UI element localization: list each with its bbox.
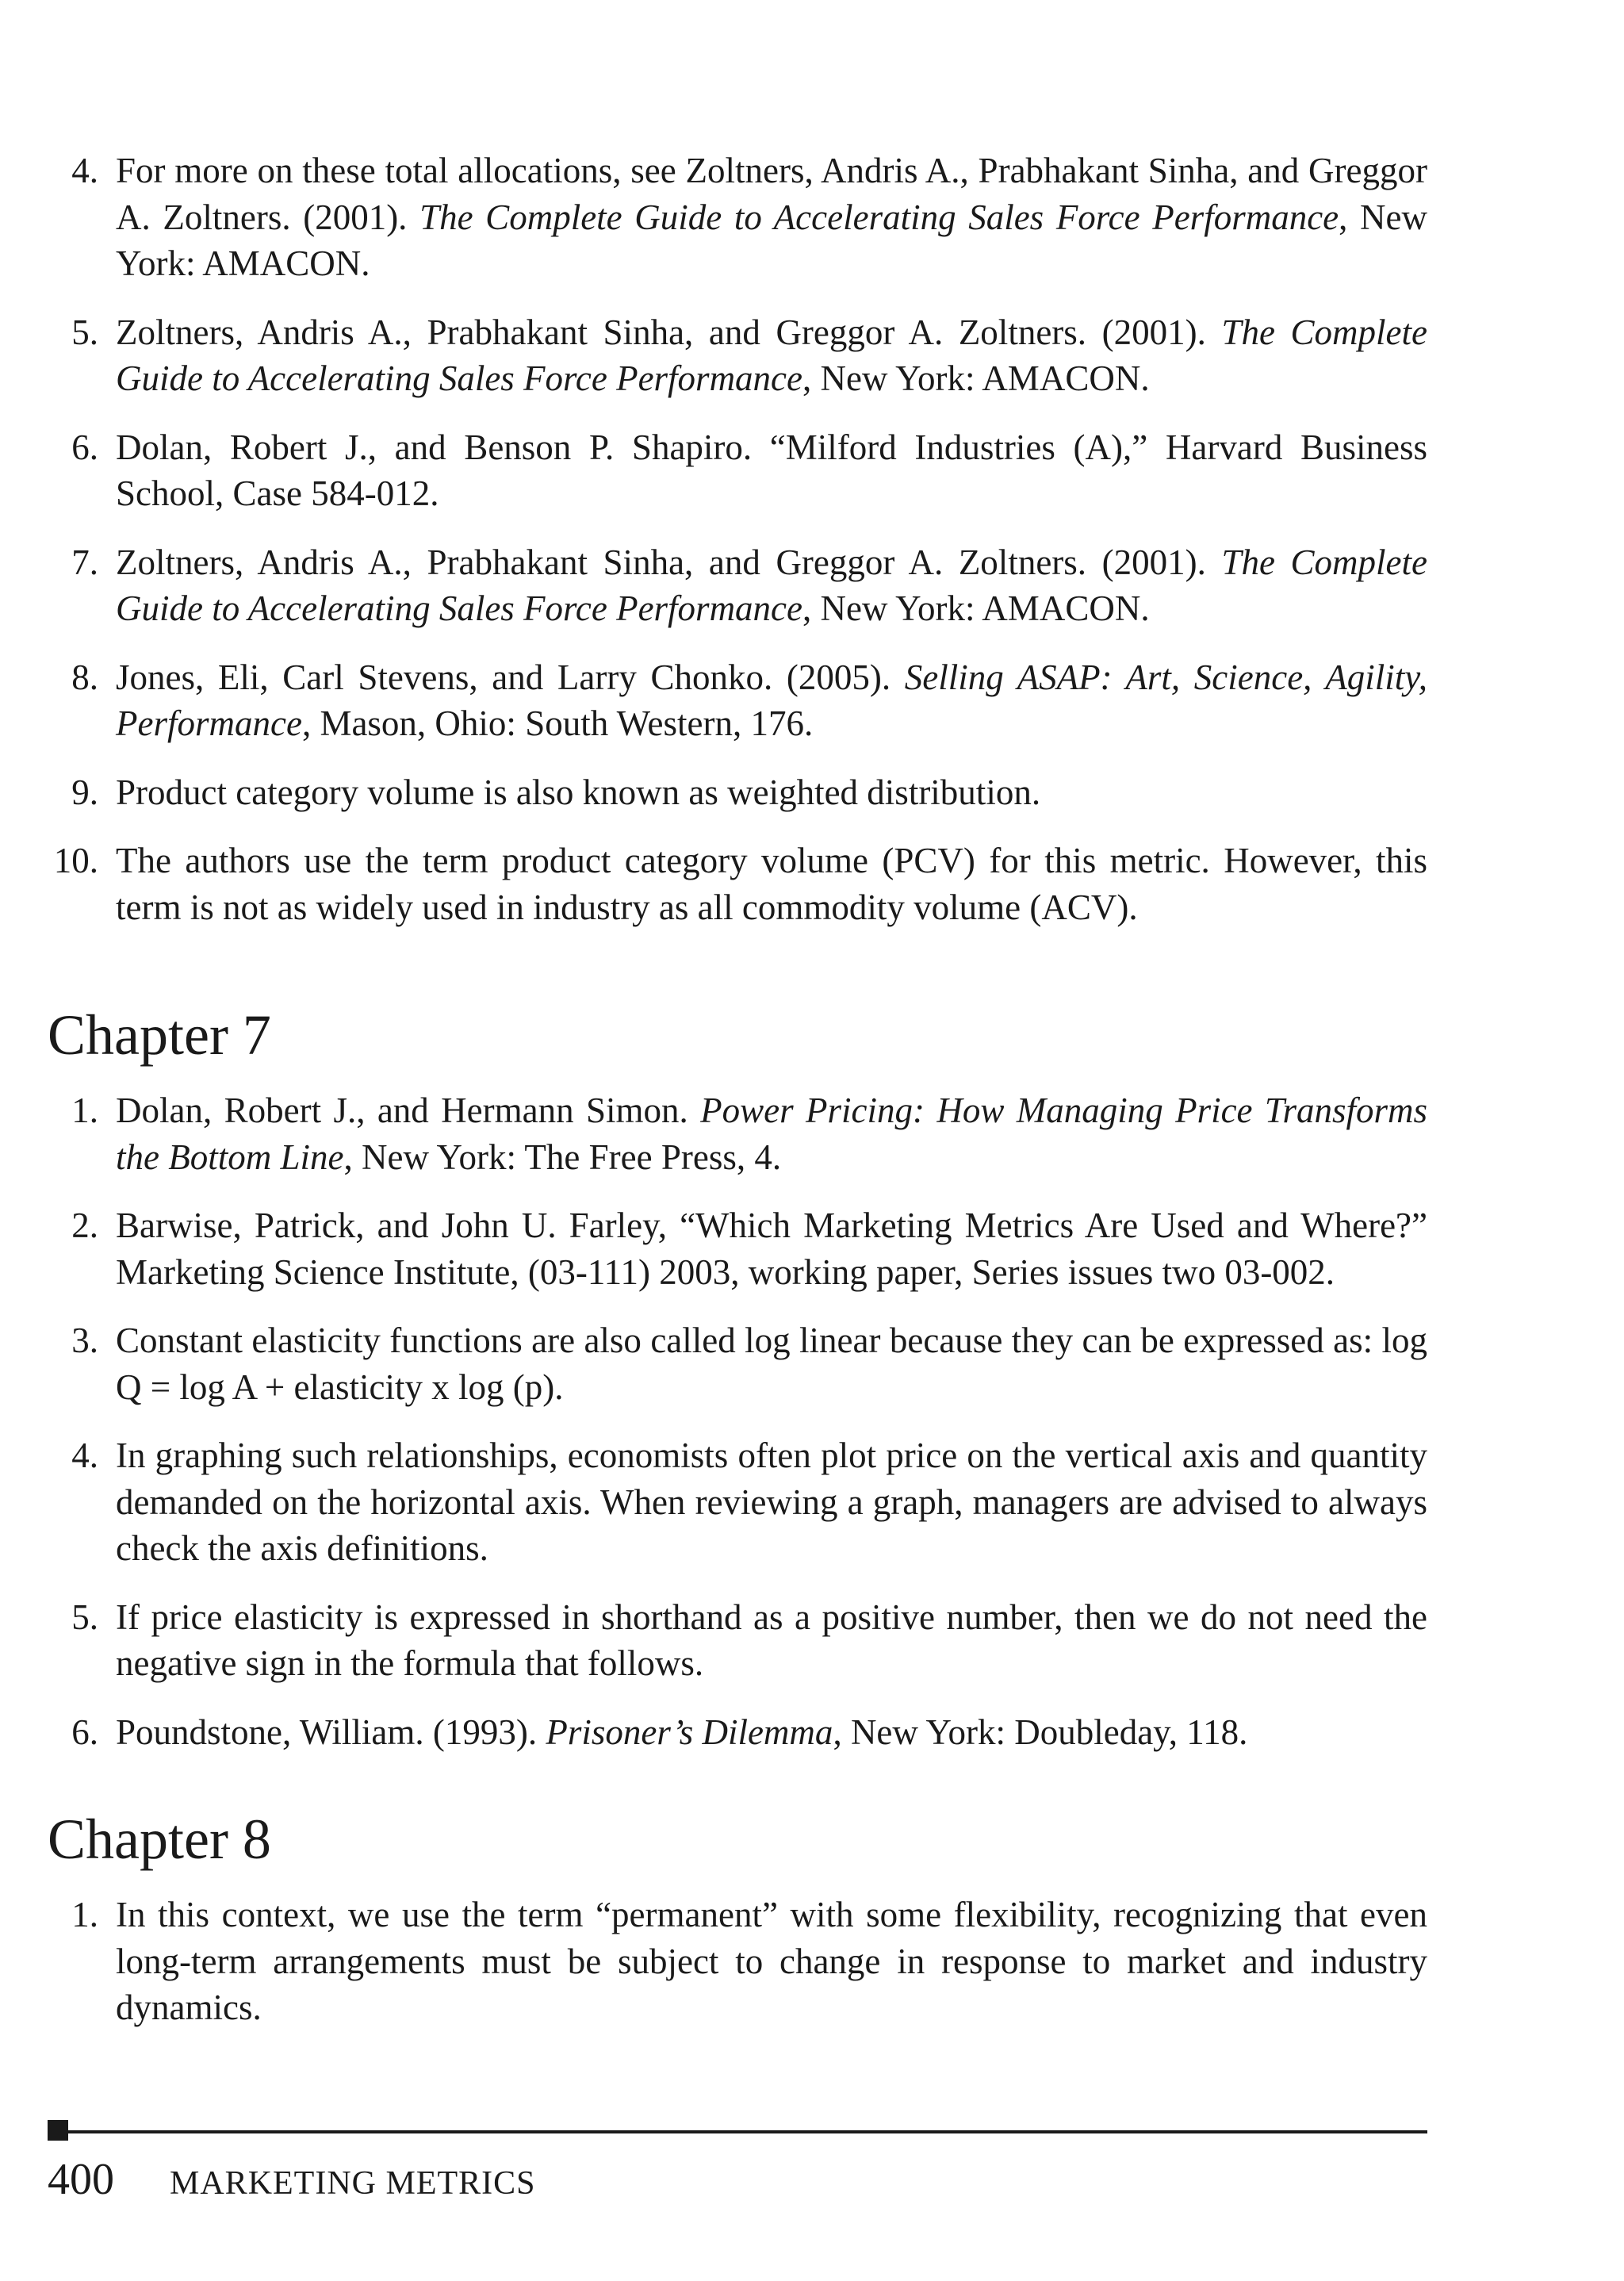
note-text: If price elasticity is expressed in shorthand as a positive number, then we do not need the negative sign in the formula that follows. [116,1597,1427,1683]
chapter-8-heading: Chapter 8 [48,1808,271,1871]
note-number: 5. [71,312,98,352]
note-number: 6. [71,427,98,467]
page-footer [48,2154,536,2205]
note-number: 1. [71,1895,98,1934]
note-text: , New York: The Free Press, 4. [343,1137,782,1177]
note-item [48,539,1427,632]
note-item [48,1432,1427,1572]
note-number: 2. [71,1206,98,1245]
note-text: , New York: AMACON. [116,197,1427,283]
note-item [48,1892,1427,2031]
note-title-italic: Prisoner’s Dilemma [546,1712,833,1752]
note-text: Zoltners, Andris A., Prabhakant Sinha, and Greggor A. Zoltners. (2001). [116,312,1222,352]
note-item [48,769,1427,816]
note-number: 3. [71,1321,98,1360]
notes-page [48,148,1427,2053]
note-number: 7. [71,542,98,582]
note-item [48,654,1427,747]
note-item [48,838,1427,930]
note-text: The authors use the term product category volume (PCV) for this metric. However, this term is not as widely used in industry as all commodity volume (ACV). [116,841,1427,927]
note-title-italic: Power Pricing: How Managing Price Transforms the Bottom Line [116,1091,1427,1177]
note-text: , New York: AMACON. [802,588,1150,628]
note-text: , Mason, Ohio: South Western, 176. [301,703,814,743]
note-number: 5. [71,1597,98,1637]
notes-list-previous-chapter [48,148,1427,930]
note-text: Dolan, Robert J., and Hermann Simon. [116,1091,701,1130]
note-title-italic: The Complete Guide to Accelerating Sales Force Performance [419,197,1339,237]
note-number: 10. [53,841,98,880]
note-number: 1. [71,1091,98,1130]
note-text: For more on these total allocations, see Zoltners, Andris A., Prabhakant Sinha, and Greggor A. Zoltners. (2001). [116,151,1427,237]
note-item [48,148,1427,287]
note-item [48,1317,1427,1410]
note-item [48,309,1427,402]
note-text: Barwise, Patrick, and John U. Farley, “Which Marketing Metrics Are Used and Where?” Marketing Science Institute, (03-111) 2003, working paper, Series issues two 03-002. [116,1206,1427,1292]
note-text: Dolan, Robert J., and Benson P. Shapiro. “Milford Industries (A),” Harvard Business School, Case 584-012. [116,427,1427,513]
note-text: Poundstone, William. (1993). [116,1712,546,1752]
note-item [48,424,1427,517]
note-text: Jones, Eli, Carl Stevens, and Larry Chonko. (2005). [116,657,905,697]
note-text: Product category volume is also known as weighted distribution. [116,772,1041,812]
note-number: 8. [71,657,98,697]
note-title-italic: The Complete Guide to Accelerating Sales Force Performance [116,312,1427,398]
page-number: 400 [48,2155,114,2204]
note-text: Zoltners, Andris A., Prabhakant Sinha, and Greggor A. Zoltners. (2001). [116,542,1222,582]
notes-list-chapter-8 [48,1892,1427,2031]
note-item [48,1087,1427,1180]
note-item [48,1709,1427,1756]
note-item [48,1202,1427,1295]
note-title-italic: Selling ASAP: Art, Science, Agility, Performance [116,657,1427,743]
note-text: In this context, we use the term “permanent” with some flexibility, recognizing that even long-term arrangements must be subject to change in response to market and industry dynamics. [116,1895,1427,2027]
note-text: Constant elasticity functions are also called log linear because they can be expressed as: log Q = log A + elasticity x log (p). [116,1321,1427,1407]
note-number: 6. [71,1712,98,1752]
note-number: 4. [71,151,98,190]
note-text: In graphing such relationships, economists often plot price on the vertical axis and quantity demanded on the horizontal axis. When reviewing a graph, managers are advised to always check the axis definitions. [116,1436,1427,1568]
footer-rule [48,2130,1427,2133]
running-title: MARKETING METRICS [170,2165,536,2202]
notes-list-chapter-7 [48,1087,1427,1755]
note-item [48,1594,1427,1687]
chapter-7-heading: Chapter 7 [48,1003,271,1067]
note-text: , New York: Doubleday, 118. [833,1712,1248,1752]
note-title-italic: The Complete Guide to Accelerating Sales Force Performance [116,542,1427,628]
note-number: 9. [71,772,98,812]
note-number: 4. [71,1436,98,1475]
note-text: , New York: AMACON. [802,358,1150,398]
